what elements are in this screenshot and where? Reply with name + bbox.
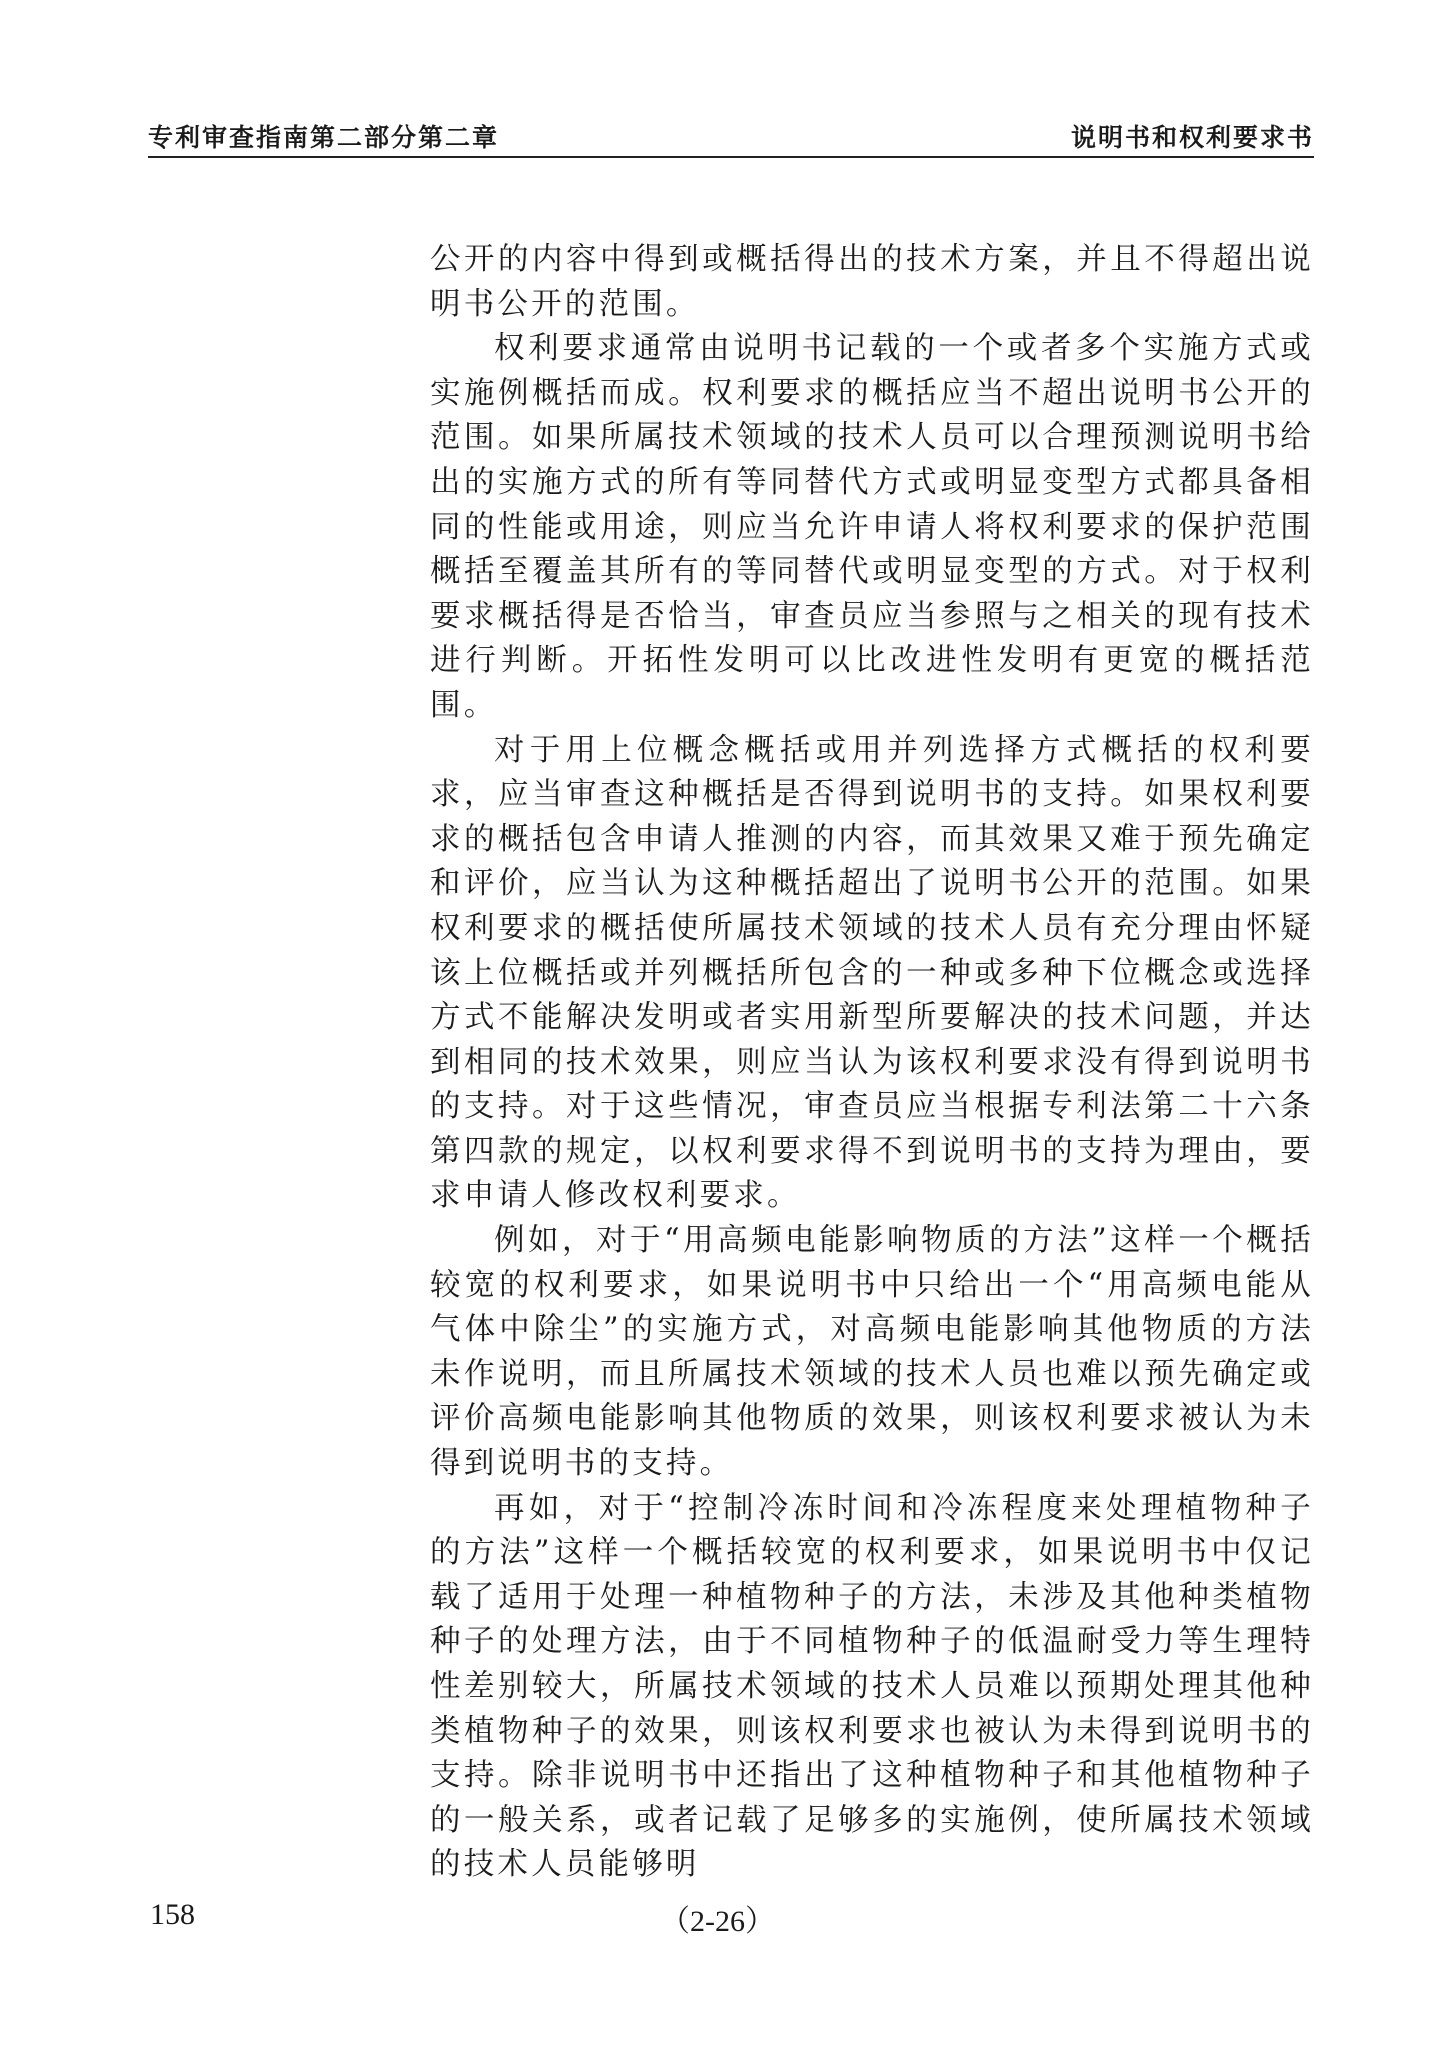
paragraph: 再如，对于“控制冷冻时间和冷冻程度来处理植物种子的方法”这样一个概括较宽的权利要求，如果说明书中仅记载了适用于处理一种植物种子的方法，未涉及其他种类植物种子的处理方法，由于不同植物种子的低温耐受力等生理特性差别较大，所属技术领域的技术人员难以预期处理其他种类植物种子的效果，则该权利要求也被认为未得到说明书的支持。除非说明书中还指出了这种植物种子和其他植物种子的一般关系，或者记载了足够多的实施例，使所属技术领域的技术人员能够明 (430, 1490, 1314, 1883)
header-divider (148, 156, 1314, 158)
section-page-code: （2-26） (660, 1905, 775, 1938)
header-section-title: 说明书和权利要求书 (1070, 123, 1314, 152)
page-number: 158 (150, 1898, 195, 1931)
header-chapter-title: 专利审查指南第二部分第二章 (148, 123, 500, 152)
paragraph: 例如，对于“用高频电能影响物质的方法”这样一个概括较宽的权利要求，如果说明书中只给出一个“用高频电能从气体中除尘”的实施方式，对高频电能影响其他物质的方法未作说明，而且所属技术领域的技术人员也难以预先确定或评价高频电能影响其他物质的效果，则该权利要求被认为未得到说明书的支持。 (430, 1223, 1314, 1482)
running-header (148, 118, 1314, 158)
body-text (430, 238, 1314, 1888)
paragraph: 权利要求通常由说明书记载的一个或者多个实施方式或实施例概括而成。权利要求的概括应当不超出说明书公开的范围。如果所属技术领域的技术人员可以合理预测说明书给出的实施方式的所有等同替代方式或明显变型方式都具备相同的性能或用途，则应当允许申请人将权利要求的保护范围概括至覆盖其所有的等同替代或明显变型的方式。对于权利要求概括得是否恰当，审查员应当参照与之相关的现有技术进行判断。开拓性发明可以比改进性发明有更宽的概括范围。 (430, 331, 1314, 723)
paragraph: 对于用上位概念概括或用并列选择方式概括的权利要求，应当审查这种概括是否得到说明书的支持。如果权利要求的概括包含申请人推测的内容，而其效果又难于预先确定和评价，应当认为这种概括超出了说明书公开的范围。如果权利要求的概括使所属技术领域的技术人员有充分理由怀疑该上位概括或并列概括所包含的一种或多种下位概念或选择方式不能解决发明或者实用新型所要解决的技术问题，并达到相同的技术效果，则应当认为该权利要求没有得到说明书的支持。对于这些情况，审查员应当根据专利法第二十六条第四款的规定，以权利要求得不到说明书的支持为理由，要求申请人修改权利要求。 (430, 732, 1314, 1214)
paragraph-continuation: 公开的内容中得到或概括得出的技术方案，并且不得超出说明书公开的范围。 (430, 242, 1314, 322)
